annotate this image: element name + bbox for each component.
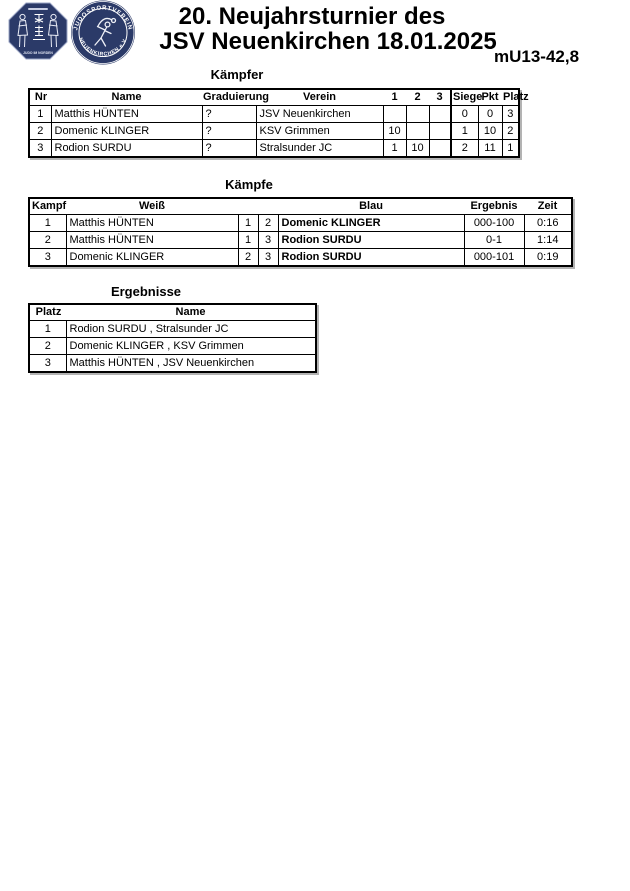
- octagon-logo-bottom-text: JUDO IM NORDEN: [23, 51, 53, 55]
- cell-name: Rodion SURDU , Stralsunder JC: [66, 321, 316, 338]
- header-row: [29, 304, 316, 321]
- table-row: [29, 140, 519, 158]
- cell-zeit: 0:19: [524, 249, 572, 267]
- circle-logo-top-text: JUDOSPORTVEREIN: [73, 5, 133, 32]
- cell-ergebnis: 000-100: [464, 215, 524, 232]
- circle-club-logo-icon: [70, 0, 136, 65]
- table-row: [29, 321, 316, 338]
- cell-round3: [429, 140, 451, 158]
- cell-verein: Stralsunder JC: [256, 140, 383, 158]
- judo-im-norden-logo: [8, 2, 68, 65]
- kaempfer-caption: Kämpfer: [210, 67, 264, 82]
- cell-platz: 3: [502, 106, 519, 123]
- col-header-siege: Siege: [451, 89, 478, 106]
- cell-platz: 2: [29, 338, 66, 355]
- col-header-kampf: Kampf: [29, 198, 66, 215]
- col-header-weiss: Weiß: [66, 198, 238, 215]
- col-header-pkt: Pkt: [478, 89, 502, 106]
- circle-logo-bottom-text: NEUENKIRCHEN e.V.: [77, 36, 129, 58]
- table-row: [29, 106, 519, 123]
- cell-blau-name: Domenic KLINGER: [278, 215, 464, 232]
- col-header-name: Name: [66, 304, 316, 321]
- cell-platz: 2: [502, 123, 519, 140]
- cell-name: Domenic KLINGER: [51, 123, 202, 140]
- cell-nr: 3: [29, 140, 51, 158]
- cell-kampf: 2: [29, 232, 66, 249]
- col-header-verein: Verein: [256, 89, 383, 106]
- cell-weiss-nr: 1: [238, 215, 258, 232]
- cell-round1: [383, 106, 406, 123]
- kaempfe-table: [28, 197, 573, 267]
- cell-graduierung: ?: [202, 106, 256, 123]
- cell-round2: [406, 106, 429, 123]
- cell-pkt: 0: [478, 106, 502, 123]
- cell-siege: 1: [451, 123, 478, 140]
- col-header-name: Name: [51, 89, 202, 106]
- cell-nr: 1: [29, 106, 51, 123]
- table-row: [29, 338, 316, 355]
- cell-graduierung: ?: [202, 140, 256, 158]
- cell-nr: 2: [29, 123, 51, 140]
- kaempfe-caption: Kämpfe: [225, 177, 273, 192]
- cell-name: Matthis HÜNTEN , JSV Neuenkirchen: [66, 355, 316, 373]
- col-header-ergebnis: Ergebnis: [464, 198, 524, 215]
- cell-round1: 1: [383, 140, 406, 158]
- cell-round2: 10: [406, 140, 429, 158]
- col-header-blau-nr: [258, 198, 278, 215]
- cell-weiss-name: Matthis HÜNTEN: [66, 232, 238, 249]
- cell-blau-nr: 3: [258, 249, 278, 267]
- cell-kampf: 3: [29, 249, 66, 267]
- cell-zeit: 0:16: [524, 215, 572, 232]
- cell-blau-nr: 2: [258, 215, 278, 232]
- cell-kampf: 1: [29, 215, 66, 232]
- octagon-judo-logo-icon: [8, 2, 68, 60]
- tournament-title-line1: 20. Neujahrsturnier des: [178, 3, 446, 30]
- col-header-round2: 2: [406, 89, 429, 106]
- cell-round2: [406, 123, 429, 140]
- header-row: [29, 198, 572, 215]
- cell-weiss-name: Domenic KLINGER: [66, 249, 238, 267]
- weight-class-label: mU13-42,8: [494, 47, 580, 66]
- col-header-blau: Blau: [278, 198, 464, 215]
- tournament-title-line2: JSV Neuenkirchen 18.01.2025: [159, 28, 497, 55]
- cell-round3: [429, 106, 451, 123]
- col-header-zeit: Zeit: [524, 198, 572, 215]
- cell-weiss-nr: 1: [238, 232, 258, 249]
- cell-round1: 10: [383, 123, 406, 140]
- cell-verein: JSV Neuenkirchen: [256, 106, 383, 123]
- cell-blau-nr: 3: [258, 232, 278, 249]
- col-header-graduierung: Graduierung: [202, 89, 256, 106]
- table-row: [29, 232, 572, 249]
- cell-weiss-name: Matthis HÜNTEN: [66, 215, 238, 232]
- header-row: [29, 89, 519, 106]
- kaempfer-table: [28, 88, 529, 158]
- cell-blau-name: Rodion SURDU: [278, 249, 464, 267]
- cell-pkt: 10: [478, 123, 502, 140]
- cell-platz: 3: [29, 355, 66, 373]
- cell-pkt: 11: [478, 140, 502, 158]
- cell-platz: 1: [502, 140, 519, 158]
- col-header-round3: 3: [429, 89, 451, 106]
- cell-round3: [429, 123, 451, 140]
- cell-name: Rodion SURDU: [51, 140, 202, 158]
- col-header-platz: Platz: [29, 304, 66, 321]
- ergebnisse-caption: Ergebnisse: [110, 284, 182, 299]
- cell-blau-name: Rodion SURDU: [278, 232, 464, 249]
- cell-siege: 2: [451, 140, 478, 158]
- cell-platz: 1: [29, 321, 66, 338]
- col-header-round1: 1: [383, 89, 406, 106]
- table-row: [29, 355, 316, 373]
- table-row: [29, 123, 519, 140]
- ergebnisse-table: [28, 303, 317, 373]
- col-header-nr: Nr: [29, 89, 51, 106]
- cell-verein: KSV Grimmen: [256, 123, 383, 140]
- table-row: [29, 215, 572, 232]
- cell-name: Matthis HÜNTEN: [51, 106, 202, 123]
- col-header-weiss-nr: [238, 198, 258, 215]
- jsv-neuenkirchen-logo: [70, 0, 136, 70]
- cell-name: Domenic KLINGER , KSV Grimmen: [66, 338, 316, 355]
- table-row: [29, 249, 572, 267]
- col-header-platz: Platz: [502, 89, 519, 106]
- cell-ergebnis: 000-101: [464, 249, 524, 267]
- cell-siege: 0: [451, 106, 478, 123]
- cell-zeit: 1:14: [524, 232, 572, 249]
- cell-weiss-nr: 2: [238, 249, 258, 267]
- cell-graduierung: ?: [202, 123, 256, 140]
- cell-ergebnis: 0-1: [464, 232, 524, 249]
